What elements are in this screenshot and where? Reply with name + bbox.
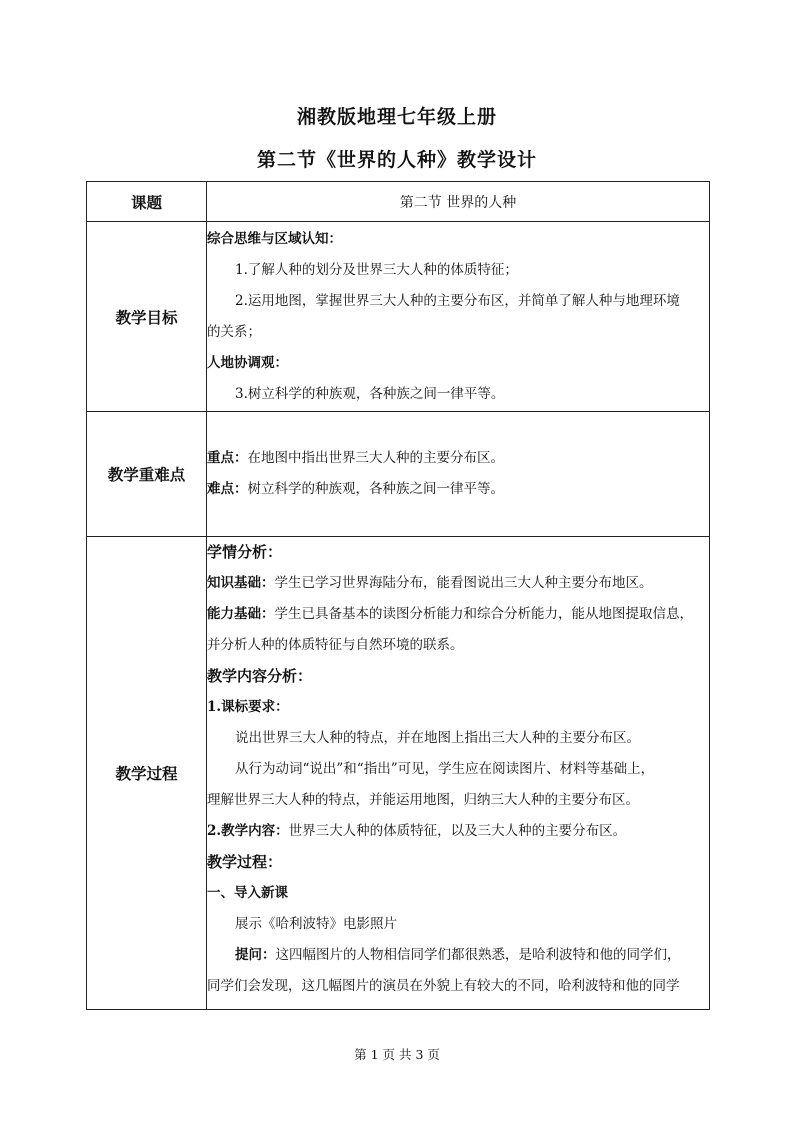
- table-row: [87, 537, 710, 1010]
- difficult-point-text: 树立科学的种族观，各种族之间一律平等。: [247, 481, 504, 497]
- topic-value: 第二节 世界的人种: [207, 182, 710, 222]
- ability-base: [207, 599, 709, 630]
- key-point-text: 在地图中指出世界三大人种的主要分布区。: [247, 450, 504, 466]
- question-text-cont: 同学们会发现，这几幅图片的演员在外貌上有较大的不同，哈利波特和他的同学: [207, 978, 680, 994]
- step-intro-heading: 一、导入新课: [207, 885, 288, 901]
- teaching-content: [207, 816, 709, 847]
- process-label: 教学过程: [87, 537, 207, 1010]
- goal-item-3: 3.树立科学的种族观，各种族之间一律平等。: [235, 385, 505, 402]
- goal-item-2-cont: 的关系；: [207, 323, 261, 340]
- goals-content: [207, 222, 710, 412]
- keys-label: 教学重难点: [87, 412, 207, 537]
- difficult-point: [207, 474, 709, 505]
- section-content-analysis: 教学内容分析：: [207, 667, 313, 685]
- knowledge-base-label: 知识基础：: [207, 575, 275, 591]
- question: [207, 940, 709, 971]
- knowledge-base: [207, 568, 709, 599]
- goals-heading-1: 综合思维与区域认知：: [207, 230, 342, 247]
- step-intro-text: 展示《哈利波特》电影照片: [235, 916, 397, 932]
- table-row: [87, 412, 710, 537]
- verb-analysis-text-cont: 理解世界三大人种的特点，并能运用地图，归纳三大人种的主要分布区。: [207, 792, 639, 808]
- ability-base-text: 学生已具备基本的读图分析能力和综合分析能力，能从地图提取信息，: [274, 606, 693, 622]
- question-label: 提问：: [235, 947, 276, 963]
- goal-item-2: 2.运用地图，掌握世界三大人种的主要分布区，并简单了解人种与地理环境: [235, 292, 680, 309]
- key-point-label: 重点：: [207, 450, 248, 466]
- table-row: [87, 222, 710, 412]
- lesson-plan-table: [86, 181, 710, 1010]
- topic-label: 课题: [87, 182, 207, 222]
- table-row: [87, 182, 710, 222]
- section-learning-analysis: 学情分析：: [207, 543, 283, 561]
- ability-base-label: 能力基础：: [207, 606, 275, 622]
- teaching-content-text: 世界三大人种的体质特征，以及三大人种的主要分布区。: [288, 823, 627, 839]
- goals-label: 教学目标: [87, 222, 207, 412]
- curriculum-requirement-heading: 1.课标要求：: [207, 699, 289, 715]
- ability-base-cont: 并分析人种的体质特征与自然环境的联系。: [207, 637, 464, 653]
- question-text: 这四幅图片的人物相信同学们都很熟悉，是哈利波特和他的同学们，: [275, 947, 681, 963]
- verb-analysis-text: 从行为动词“说出”和“指出”可见，学生应在阅读图片、材料等基础上，: [235, 761, 655, 777]
- keys-content: [207, 412, 710, 537]
- page-footer: 第 1 页 共 3 页: [354, 1047, 440, 1062]
- teaching-content-label: 2.教学内容：: [207, 823, 289, 839]
- goal-item-1: 1.了解人种的划分及世界三大人种的体质特征；: [235, 261, 518, 278]
- section-teaching-process: 教学过程：: [207, 853, 283, 871]
- goals-heading-2: 人地协调观：: [207, 354, 288, 371]
- document-subtitle: 第二节《世界的人种》教学设计: [256, 149, 537, 171]
- difficult-point-label: 难点：: [207, 481, 248, 497]
- document-title: 湘教版地理七年级上册: [296, 106, 497, 128]
- curriculum-requirement-text: 说出世界三大人种的特点，并在地图上指出三大人种的主要分布区。: [235, 730, 640, 746]
- key-point: [207, 443, 709, 474]
- process-content: [207, 537, 710, 1010]
- knowledge-base-text: 学生已学习世界海陆分布，能看图说出三大人种主要分布地区。: [274, 575, 653, 591]
